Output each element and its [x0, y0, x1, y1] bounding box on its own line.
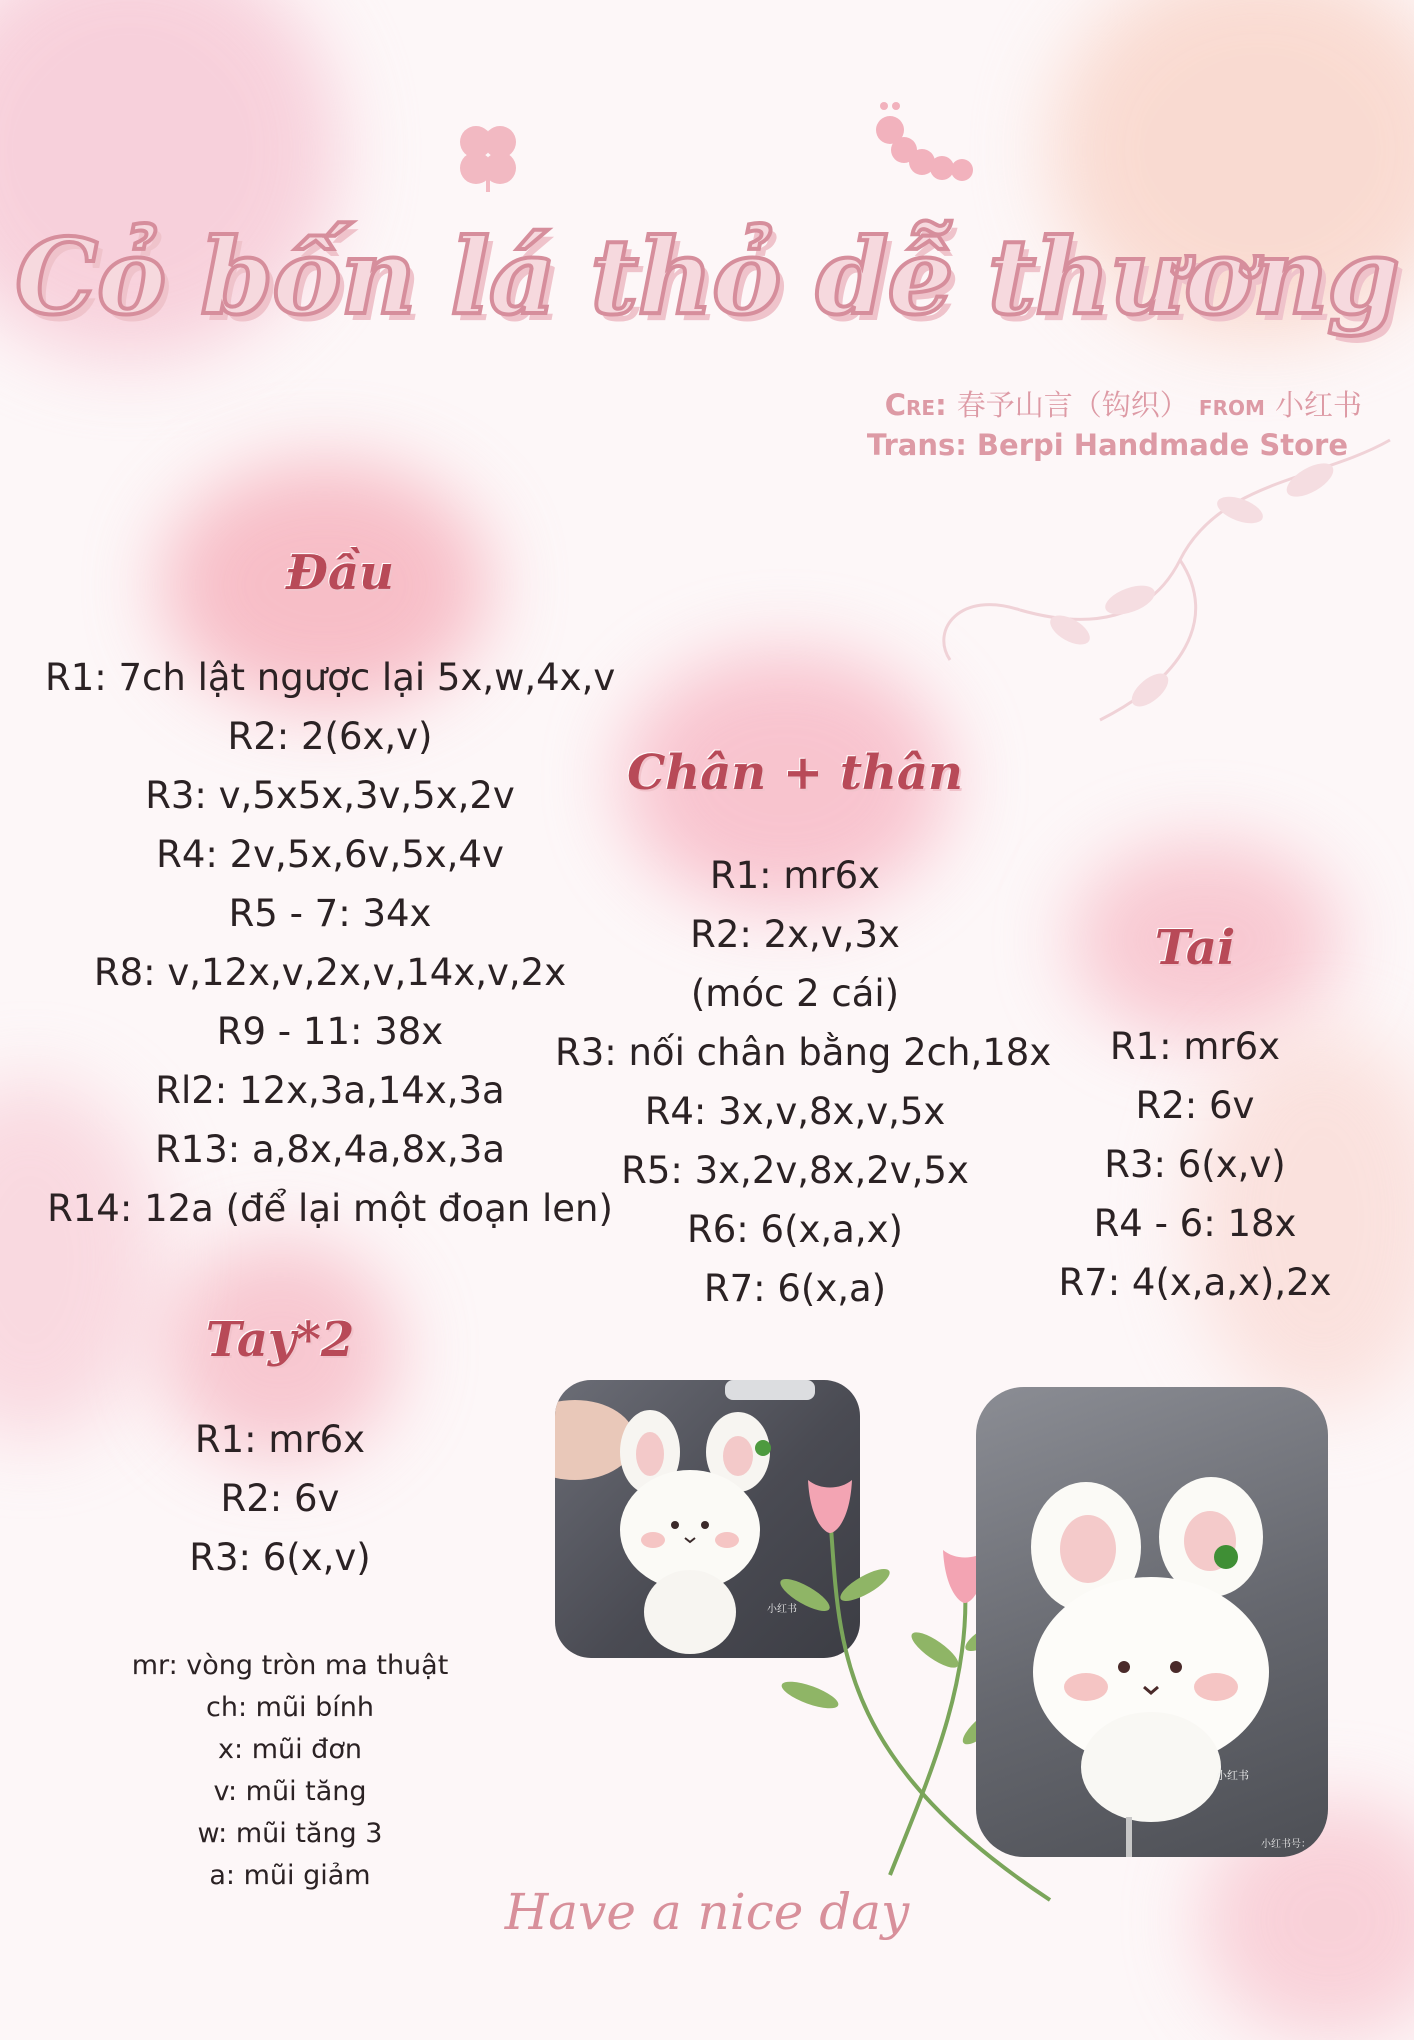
legend-item: a: mũi giảm	[209, 1860, 371, 1891]
pattern-row: Rl2: 12x,3a,14x,3a	[155, 1069, 505, 1112]
legend-item: ch: mũi bính	[206, 1692, 374, 1723]
photo-corner-label: 小红书号：	[1261, 1839, 1311, 1850]
pattern-row: R2: 2(6x,v)	[227, 715, 433, 758]
pattern-row: R5: 3x,2v,8x,2v,5x	[621, 1149, 969, 1192]
pattern-row: (móc 2 cái)	[690, 972, 900, 1015]
pattern-row: R6: 6(x,a,x)	[687, 1208, 903, 1251]
pattern-row: R7: 4(x,a,x),2x	[1058, 1261, 1332, 1304]
pattern-row: R3: 6(x,v)	[1104, 1143, 1286, 1186]
credit-source: 小红书	[1274, 388, 1362, 422]
legend-item: w: mũi tăng 3	[197, 1818, 383, 1849]
vine-leaves-decoration	[920, 420, 1414, 750]
section-title-tay: Tay*2	[205, 1312, 355, 1368]
pattern-row: R5 - 7: 34x	[228, 892, 432, 935]
pattern-list-dau	[45, 648, 615, 1238]
pattern-row: R1: mr6x	[709, 854, 881, 897]
pattern-list-tai	[1055, 1017, 1335, 1312]
page-title: Cỏ bốn lá thỏ dễ thương	[15, 215, 1399, 338]
pattern-list-tay	[150, 1410, 410, 1587]
pattern-row: R1: mr6x	[194, 1418, 366, 1461]
pattern-row: R2: 6v	[1135, 1084, 1255, 1127]
bunny-illustration	[976, 1387, 1328, 1857]
credit-cre-label: Cre:	[884, 388, 947, 422]
pattern-row: R8: v,12x,v,2x,v,14x,v,2x	[93, 951, 567, 994]
clover-icon	[448, 118, 528, 198]
pattern-row: R9 - 11: 38x	[216, 1010, 444, 1053]
abbreviation-legend	[90, 1645, 490, 1897]
bunny-photo-large	[976, 1387, 1328, 1857]
pattern-list-chan-than	[555, 846, 1052, 1318]
section-title-dau: Đầu	[286, 545, 394, 601]
pattern-row: R13: a,8x,4a,8x,3a	[154, 1128, 506, 1171]
legend-item: mr: vòng tròn ma thuật	[131, 1650, 449, 1681]
pattern-row: R3: 6(x,v)	[189, 1536, 371, 1579]
pattern-row: R3: v,5x5x,3v,5x,2v	[145, 774, 515, 817]
pattern-row: R4 - 6: 18x	[1093, 1202, 1297, 1245]
legend-item: v: mũi tăng	[213, 1776, 367, 1807]
pattern-row: R7: 6(x,a)	[703, 1267, 887, 1310]
footer-greeting: Have a nice day	[504, 1883, 910, 1941]
caterpillar-icon	[870, 98, 982, 198]
pattern-row: R2: 2x,v,3x	[690, 913, 900, 956]
pattern-row: R3: nối chân bằng 2ch,18x	[555, 1031, 1052, 1074]
photo-watermark: 小红书	[767, 1604, 797, 1615]
legend-item: x: mũi đơn	[218, 1734, 362, 1765]
pattern-row: R14: 12a (để lại một đoạn len)	[47, 1187, 613, 1230]
pattern-row: R4: 3x,v,8x,v,5x	[644, 1090, 946, 1133]
credit-from-label: from	[1198, 388, 1265, 422]
section-title-chan-than: Chân + thân	[627, 745, 963, 801]
pattern-row: R2: 6v	[220, 1477, 340, 1520]
section-title-tai: Tai	[1154, 920, 1236, 976]
photo-watermark: 小红书	[1216, 1769, 1249, 1782]
credit-author: 春予山言（钩织）	[956, 388, 1189, 422]
pattern-row: R4: 2v,5x,6v,5x,4v	[156, 833, 504, 876]
credit-line	[885, 383, 1362, 424]
translator-credit: Trans: Berpi Handmade Store	[866, 428, 1348, 462]
pattern-row: R1: mr6x	[1109, 1025, 1281, 1068]
pattern-row: R1: 7ch lật ngược lại 5x,w,4x,v	[45, 656, 616, 699]
